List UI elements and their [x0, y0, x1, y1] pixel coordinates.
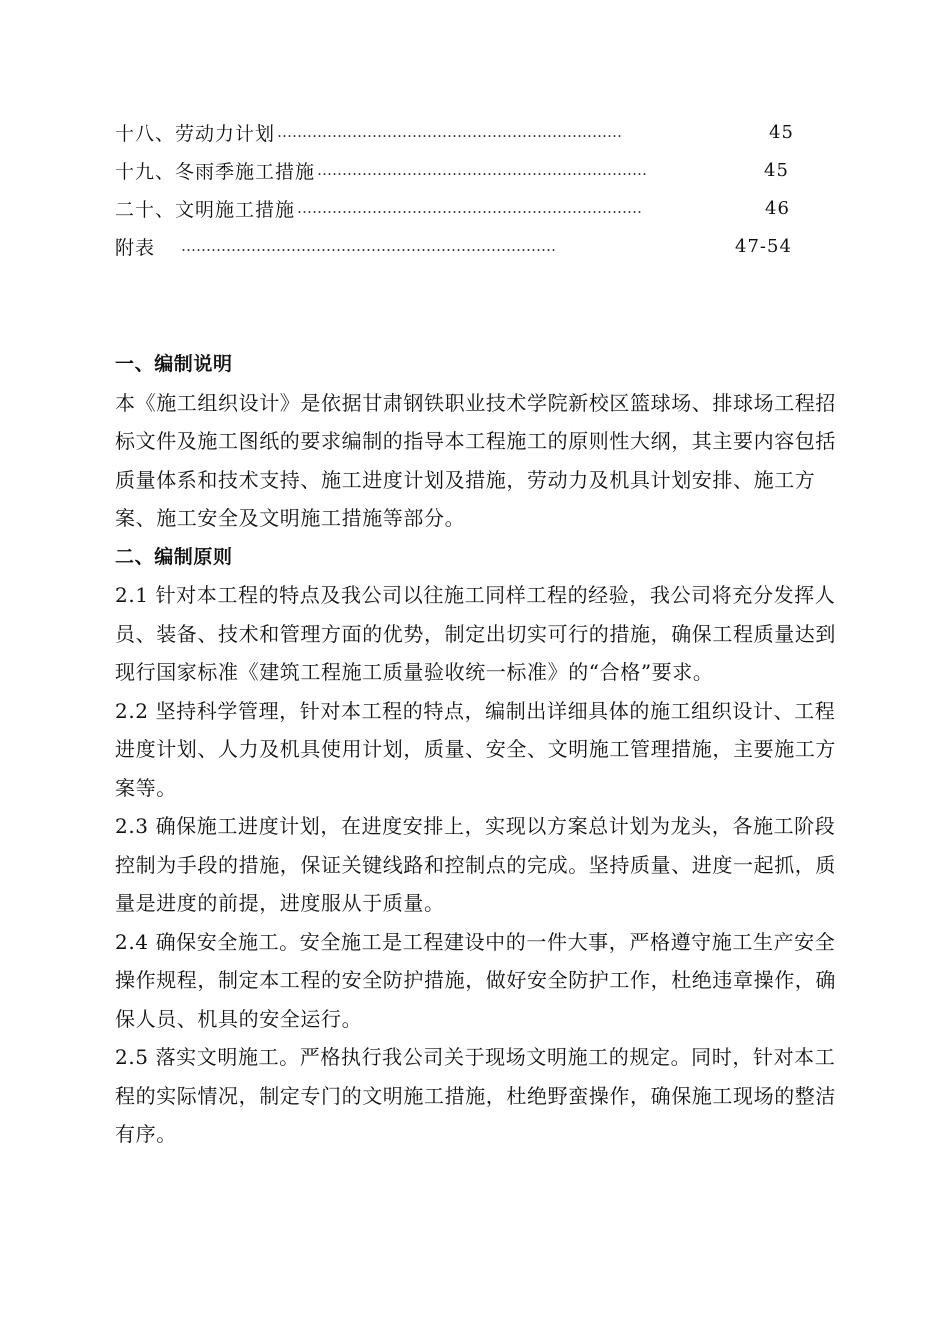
toc-title: 二十、文明施工措施 [115, 198, 296, 221]
toc-page-number: 45 [764, 159, 789, 181]
toc-leader-dots: …………………………………………………………… [277, 123, 623, 141]
toc-entry-19 [115, 151, 815, 189]
table-of-contents [115, 113, 815, 265]
toc-title: 十九、冬雨季施工措施 [115, 160, 316, 183]
toc-leader-dots: …………………………………………………………… [297, 199, 643, 217]
paragraph-compilation-notes: 本《施工组织设计》是依据甘肃钢铁职业技术学院新校区篮球场、排球场工程招标文件及施工图纸的要求编制的指导本工程施工的原则性大纲，其主要内容包括质量体系和技术支持、施工进度计划及措施，劳动力及机具计划安排、施工方案、施工安全及文明施工措施等部分。 [115, 390, 836, 530]
toc-page-number: 45 [769, 121, 794, 143]
document-body [115, 345, 845, 1154]
toc-leader-dots: ………………………………………………………………… [181, 237, 557, 255]
paragraph-2-2: 2.2 坚持科学管理，针对本工程的特点，编制出详细具体的施工组织设计、工程进度计划、人力及机具使用计划，质量、安全、文明施工管理措施，主要施工方案等。 [115, 698, 836, 800]
section-heading-compilation-notes: 一、编制说明 [115, 353, 233, 375]
toc-entry-appendix [115, 227, 815, 265]
paragraph-2-5: 2.5 落实文明施工。严格执行我公司关于现场文明施工的规定。同时，针对本工程的实际情况，制定专门的文明施工措施，杜绝野蛮操作，确保施工现场的整洁有序。 [115, 1045, 836, 1146]
paragraph-2-3: 2.3 确保施工进度计划，在进度安排上，实现以方案总计划为龙头，各施工阶段控制为手段的措施，保证关键线路和控制点的完成。坚持质量、进度一起抓，质量是进度的前提，进度服从于质量。 [115, 814, 836, 915]
toc-page-number: 47-54 [735, 235, 792, 257]
paragraph-2-1: 2.1 针对本工程的特点及我公司以往施工同样工程的经验，我公司将充分发挥人员、装备、技术和管理方面的优势，制定出切实可行的措施，确保工程质量达到现行国家标准《建筑工程施工质量验收统一标准》的“合格”要求。 [115, 583, 836, 684]
toc-title: 十八、劳动力计划 [115, 122, 276, 145]
toc-entry-18 [115, 113, 815, 151]
section-heading-compilation-principles: 二、编制原则 [115, 545, 233, 568]
paragraph-2-4: 2.4 确保安全施工。安全施工是工程建设中的一件大事，严格遵守施工生产安全操作规程，制定本工程的安全防护措施，做好安全防护工作，杜绝违章操作，确保人员、机具的安全运行。 [115, 929, 836, 1031]
toc-entry-20 [115, 189, 815, 227]
toc-title: 附表 [115, 236, 156, 259]
toc-leader-dots: ………………………………………………………… [317, 161, 648, 179]
toc-page-number: 46 [765, 197, 790, 219]
